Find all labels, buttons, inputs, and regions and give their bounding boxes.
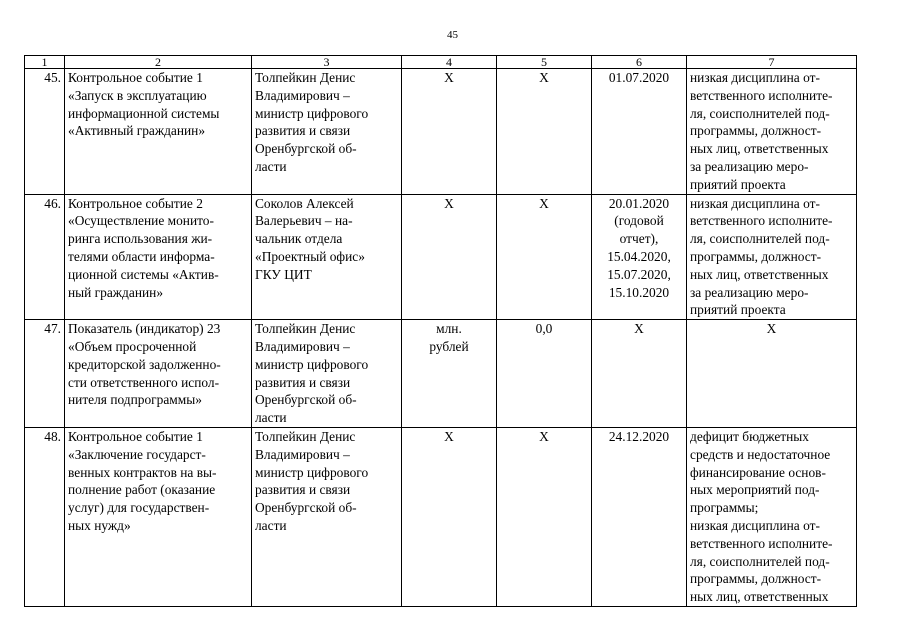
cell-text-line: ных нужд»: [68, 517, 131, 533]
table-row: [25, 320, 857, 428]
cell-text-line: ля, соисполнителей под-: [690, 231, 830, 247]
cell-text-line: приятий проекта: [690, 176, 786, 192]
cell-text-line: X: [444, 70, 454, 85]
cell-text-line: развития и связи: [255, 123, 351, 139]
cell-text-line: 20.01.2020: [608, 195, 670, 211]
cell-text-line: ветственного исполните-: [690, 535, 833, 551]
cell-text-line: (годовой: [614, 213, 664, 229]
cell-text-line: «Запуск в эксплуатацию: [68, 87, 207, 103]
cell-text-line: 15.07.2020,: [607, 266, 671, 282]
cell-text-line: Оренбургской об-: [255, 392, 357, 408]
cell-text-line: венных контрактов на вы-: [68, 464, 217, 480]
cell-text-line: ветственного исполните-: [690, 213, 833, 229]
unit-cell: [402, 194, 497, 320]
date-cell: [592, 194, 687, 320]
cell-text-line: телями области информа-: [68, 248, 215, 264]
unit-cell: [402, 320, 497, 428]
cell-text-line: за реализацию меро-: [690, 158, 809, 174]
cell-text-line: развития и связи: [255, 374, 351, 390]
risk-cell: [687, 320, 857, 428]
cell-text-line: за реализацию меро-: [690, 284, 809, 300]
value-cell: [497, 427, 592, 606]
cell-text-line: чальник отдела: [255, 231, 343, 247]
cell-text-line: сти ответственного испол-: [68, 374, 220, 390]
cell-text-line: ласти: [255, 517, 287, 533]
cell-text-line: ветственного исполните-: [690, 87, 833, 103]
cell-text-line: низкая дисциплина от-: [690, 517, 820, 533]
event-cell: [65, 320, 252, 428]
date-cell: [592, 320, 687, 428]
table-row: [25, 194, 857, 320]
cell-text-line: 15.04.2020,: [607, 248, 671, 264]
cell-text-line: «Объем просроченной: [68, 338, 197, 354]
page-number: 45: [447, 29, 458, 41]
row-number: 47.: [25, 320, 65, 428]
cell-text-line: полнение работ (оказание: [68, 482, 216, 498]
cell-text-line: 01.07.2020: [608, 70, 670, 85]
column-header: 2: [65, 56, 252, 69]
responsible-cell: [252, 427, 402, 606]
date-cell: [592, 427, 687, 606]
cell-text-line: Владимирович –: [255, 446, 350, 462]
cell-text-line: ных лиц, ответственных: [690, 141, 829, 157]
cell-text-line: 15.10.2020: [608, 284, 670, 300]
cell-text-line: отчет),: [619, 231, 659, 247]
cell-text-line: Владимирович –: [255, 87, 350, 103]
cell-text-line: ГКУ ЦИТ: [255, 266, 312, 282]
column-header: 6: [592, 56, 687, 69]
cell-text-line: ный гражданин»: [68, 284, 164, 300]
cell-text-line: программы, должност-: [690, 123, 822, 139]
cell-text-line: министр цифрового: [255, 464, 369, 480]
event-cell: [65, 194, 252, 320]
value-cell: [497, 320, 592, 428]
cell-text-line: «Заключение государст-: [68, 446, 206, 462]
cell-text-line: программы;: [690, 500, 759, 516]
cell-text-line: ласти: [255, 158, 287, 174]
responsible-cell: [252, 320, 402, 428]
cell-text-line: «Активный гражданин»: [68, 123, 206, 139]
cell-text-line: ринга использования жи-: [68, 231, 213, 247]
cell-text-line: 0,0: [535, 321, 553, 337]
cell-text-line: средств и недостаточное: [690, 446, 831, 462]
risk-cell: [687, 194, 857, 320]
cell-text-line: министр цифрового: [255, 356, 369, 372]
row-number: 46.: [25, 194, 65, 320]
column-header: 3: [252, 56, 402, 69]
responsible-cell: [252, 69, 402, 195]
cell-text-line: программы, должност-: [690, 248, 822, 264]
column-header: 7: [687, 56, 857, 69]
responsible-cell: [252, 194, 402, 320]
table-row: [25, 427, 857, 606]
cell-text-line: Оренбургской об-: [255, 500, 357, 516]
cell-text-line: Оренбургской об-: [255, 141, 357, 157]
cell-text-line: дефицит бюджетных: [690, 428, 809, 444]
document-table: [24, 55, 857, 607]
cell-text-line: Валерьевич – на-: [255, 213, 353, 229]
cell-text-line: «Осуществление монито-: [68, 213, 214, 229]
column-header: 1: [25, 56, 65, 69]
cell-text-line: ласти: [255, 410, 287, 426]
cell-text-line: 24.12.2020: [608, 428, 670, 444]
cell-text-line: ных мероприятий под-: [690, 482, 820, 498]
date-cell: [592, 69, 687, 195]
cell-text-line: Контрольное событие 2: [68, 195, 203, 211]
value-cell: [497, 69, 592, 195]
cell-text-line: кредиторской задолженно-: [68, 356, 221, 372]
cell-text-line: программы, должност-: [690, 571, 822, 587]
cell-text-line: X: [444, 428, 454, 444]
cell-text-line: «Проектный офис»: [255, 248, 365, 264]
cell-text-line: X: [444, 195, 454, 211]
cell-text-line: Толпейкин Денис: [255, 70, 356, 85]
column-header-row: [25, 56, 857, 69]
cell-text-line: министр цифрового: [255, 105, 369, 121]
cell-text-line: X: [539, 195, 549, 211]
cell-text-line: ля, соисполнителей под-: [690, 105, 830, 121]
cell-text-line: Толпейкин Денис: [255, 428, 356, 444]
cell-text-line: X: [539, 428, 549, 444]
event-cell: [65, 427, 252, 606]
cell-text-line: рублей: [429, 338, 469, 354]
cell-text-line: Толпейкин Денис: [255, 321, 356, 337]
cell-text-line: Показатель (индикатор) 23: [68, 321, 221, 337]
table-row: [25, 69, 857, 195]
unit-cell: [402, 427, 497, 606]
risk-cell: [687, 427, 857, 606]
column-header: 5: [497, 56, 592, 69]
cell-text-line: ционной системы «Актив-: [68, 266, 219, 282]
risk-cell: [687, 69, 857, 195]
cell-text-line: информационной системы: [68, 105, 220, 121]
cell-text-line: X: [634, 321, 644, 337]
cell-text-line: млн.: [436, 321, 462, 337]
cell-text-line: Контрольное событие 1: [68, 428, 203, 444]
cell-text-line: ных лиц, ответственных: [690, 589, 829, 605]
cell-text-line: Контрольное событие 1: [68, 70, 203, 85]
cell-text-line: приятий проекта: [690, 302, 786, 318]
cell-text-line: нителя подпрограммы»: [68, 392, 202, 408]
cell-text-line: X: [766, 321, 777, 337]
row-number: 45.: [25, 69, 65, 195]
row-number: 48.: [25, 427, 65, 606]
cell-text-line: Соколов Алексей: [255, 195, 354, 211]
cell-text-line: низкая дисциплина от-: [690, 70, 820, 85]
event-cell: [65, 69, 252, 195]
unit-cell: [402, 69, 497, 195]
cell-text-line: развития и связи: [255, 482, 351, 498]
cell-text-line: Владимирович –: [255, 338, 350, 354]
cell-text-line: финансирование основ-: [690, 464, 826, 480]
column-header: 4: [402, 56, 497, 69]
cell-text-line: X: [539, 70, 549, 85]
cell-text-line: ных лиц, ответственных: [690, 266, 829, 282]
cell-text-line: услуг) для государствен-: [68, 500, 210, 516]
value-cell: [497, 194, 592, 320]
cell-text-line: ля, соисполнителей под-: [690, 553, 830, 569]
cell-text-line: низкая дисциплина от-: [690, 195, 820, 211]
